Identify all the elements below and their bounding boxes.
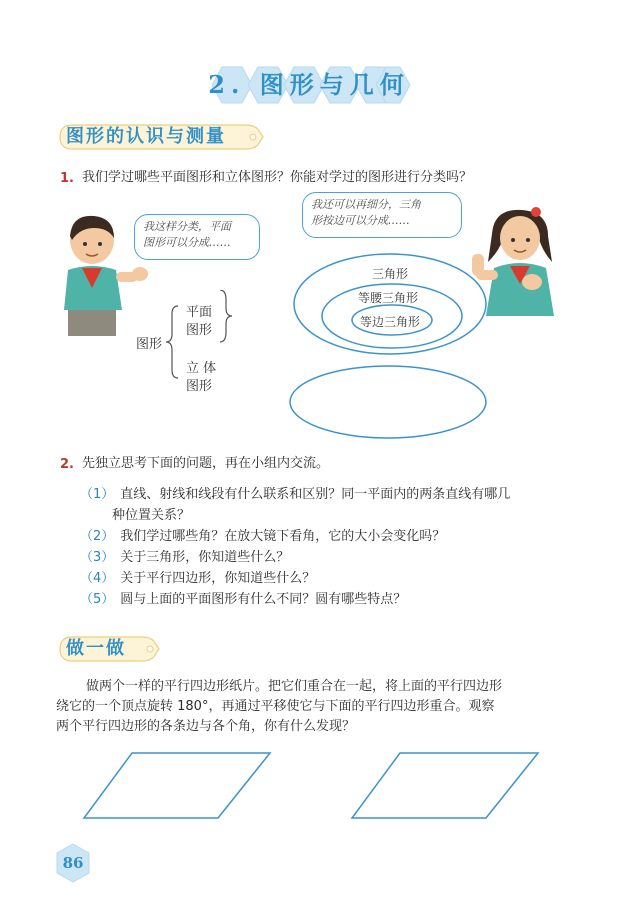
boy-speech-bubble [134, 214, 260, 260]
activity-paragraph [56, 677, 586, 737]
oval-label-inner: 等边三角形 [360, 315, 421, 329]
list-item [80, 526, 580, 547]
paragraph-line: 两个平行四边形的各条边与各个角，你有什么发现？ [56, 719, 356, 734]
section-title: 图形的认识与测量 [66, 126, 226, 147]
speech-line: 形按边可以分成…… [311, 214, 410, 227]
item-number: （2） [80, 529, 115, 544]
question-text: 我们学过哪些平面图形和立体图形？你能对学过的图形进行分类吗？ [82, 170, 473, 185]
parallelogram-left [80, 750, 280, 822]
list-item [80, 547, 580, 568]
tree-branch-solid [186, 360, 226, 396]
parallelogram-right [348, 750, 548, 822]
tree-branch-plane [186, 304, 226, 340]
section-title: 做一做 [66, 638, 126, 659]
item-text: 圆与上面的平面图形有什么不同？圆有哪些特点？ [120, 592, 407, 607]
item-number: （4） [80, 571, 115, 586]
page-number: 86 [62, 854, 84, 872]
oval-label-outer: 三角形 [372, 267, 409, 281]
item-number: （3） [80, 550, 115, 565]
item-number: （1） [80, 487, 115, 502]
tree-line: 图形 [186, 323, 213, 338]
paragraph-line: 绕它的一个顶点旋转 180°，再通过平移使它与下面的平行四边形重合。观察 [56, 699, 495, 714]
list-item-continued: 种位置关系？ [112, 508, 191, 523]
item-text: 我们学过哪些角？在放大镜下看角，它的大小会变化吗？ [120, 529, 446, 544]
question-number: 1. [60, 171, 74, 186]
list-item [80, 568, 580, 589]
speech-line: 图形可以分成…… [143, 236, 231, 249]
list-item [80, 484, 580, 505]
question-number: 2. [60, 457, 74, 472]
paragraph-line: 做两个一样的平行四边形纸片。把它们重合在一起，将上面的平行四边形 [86, 679, 503, 694]
item-text: 直线、射线和线段有什么联系和区别？同一平面内的两条直线有哪几 [120, 487, 511, 502]
page-number-badge [52, 842, 94, 884]
tree-line: 图形 [186, 379, 213, 394]
tree-line: 平面 [186, 305, 213, 320]
item-text: 关于三角形，你知道些什么？ [120, 550, 290, 565]
oval-label-middle: 等腰三角形 [358, 291, 419, 305]
section-tag-recognition [56, 122, 268, 152]
section-tag-activity [56, 634, 164, 664]
tree-line: 立 体 [186, 361, 217, 376]
tree-root-label: 图形 [136, 337, 163, 352]
chapter-title: 2. 图形与几何 [208, 70, 410, 99]
item-number: （5） [80, 592, 115, 607]
girl-speech-bubble [302, 192, 462, 238]
question-text: 先独立思考下面的问题，再在小组内交流。 [82, 456, 330, 471]
list-item [80, 589, 580, 610]
chapter-title-banner [200, 62, 418, 108]
item-text: 关于平行四边形，你知道些什么？ [120, 571, 316, 586]
speech-line: 我还可以再细分，三角 [311, 198, 421, 211]
question-list [80, 484, 580, 610]
speech-line: 我这样分类，平面 [143, 220, 231, 233]
